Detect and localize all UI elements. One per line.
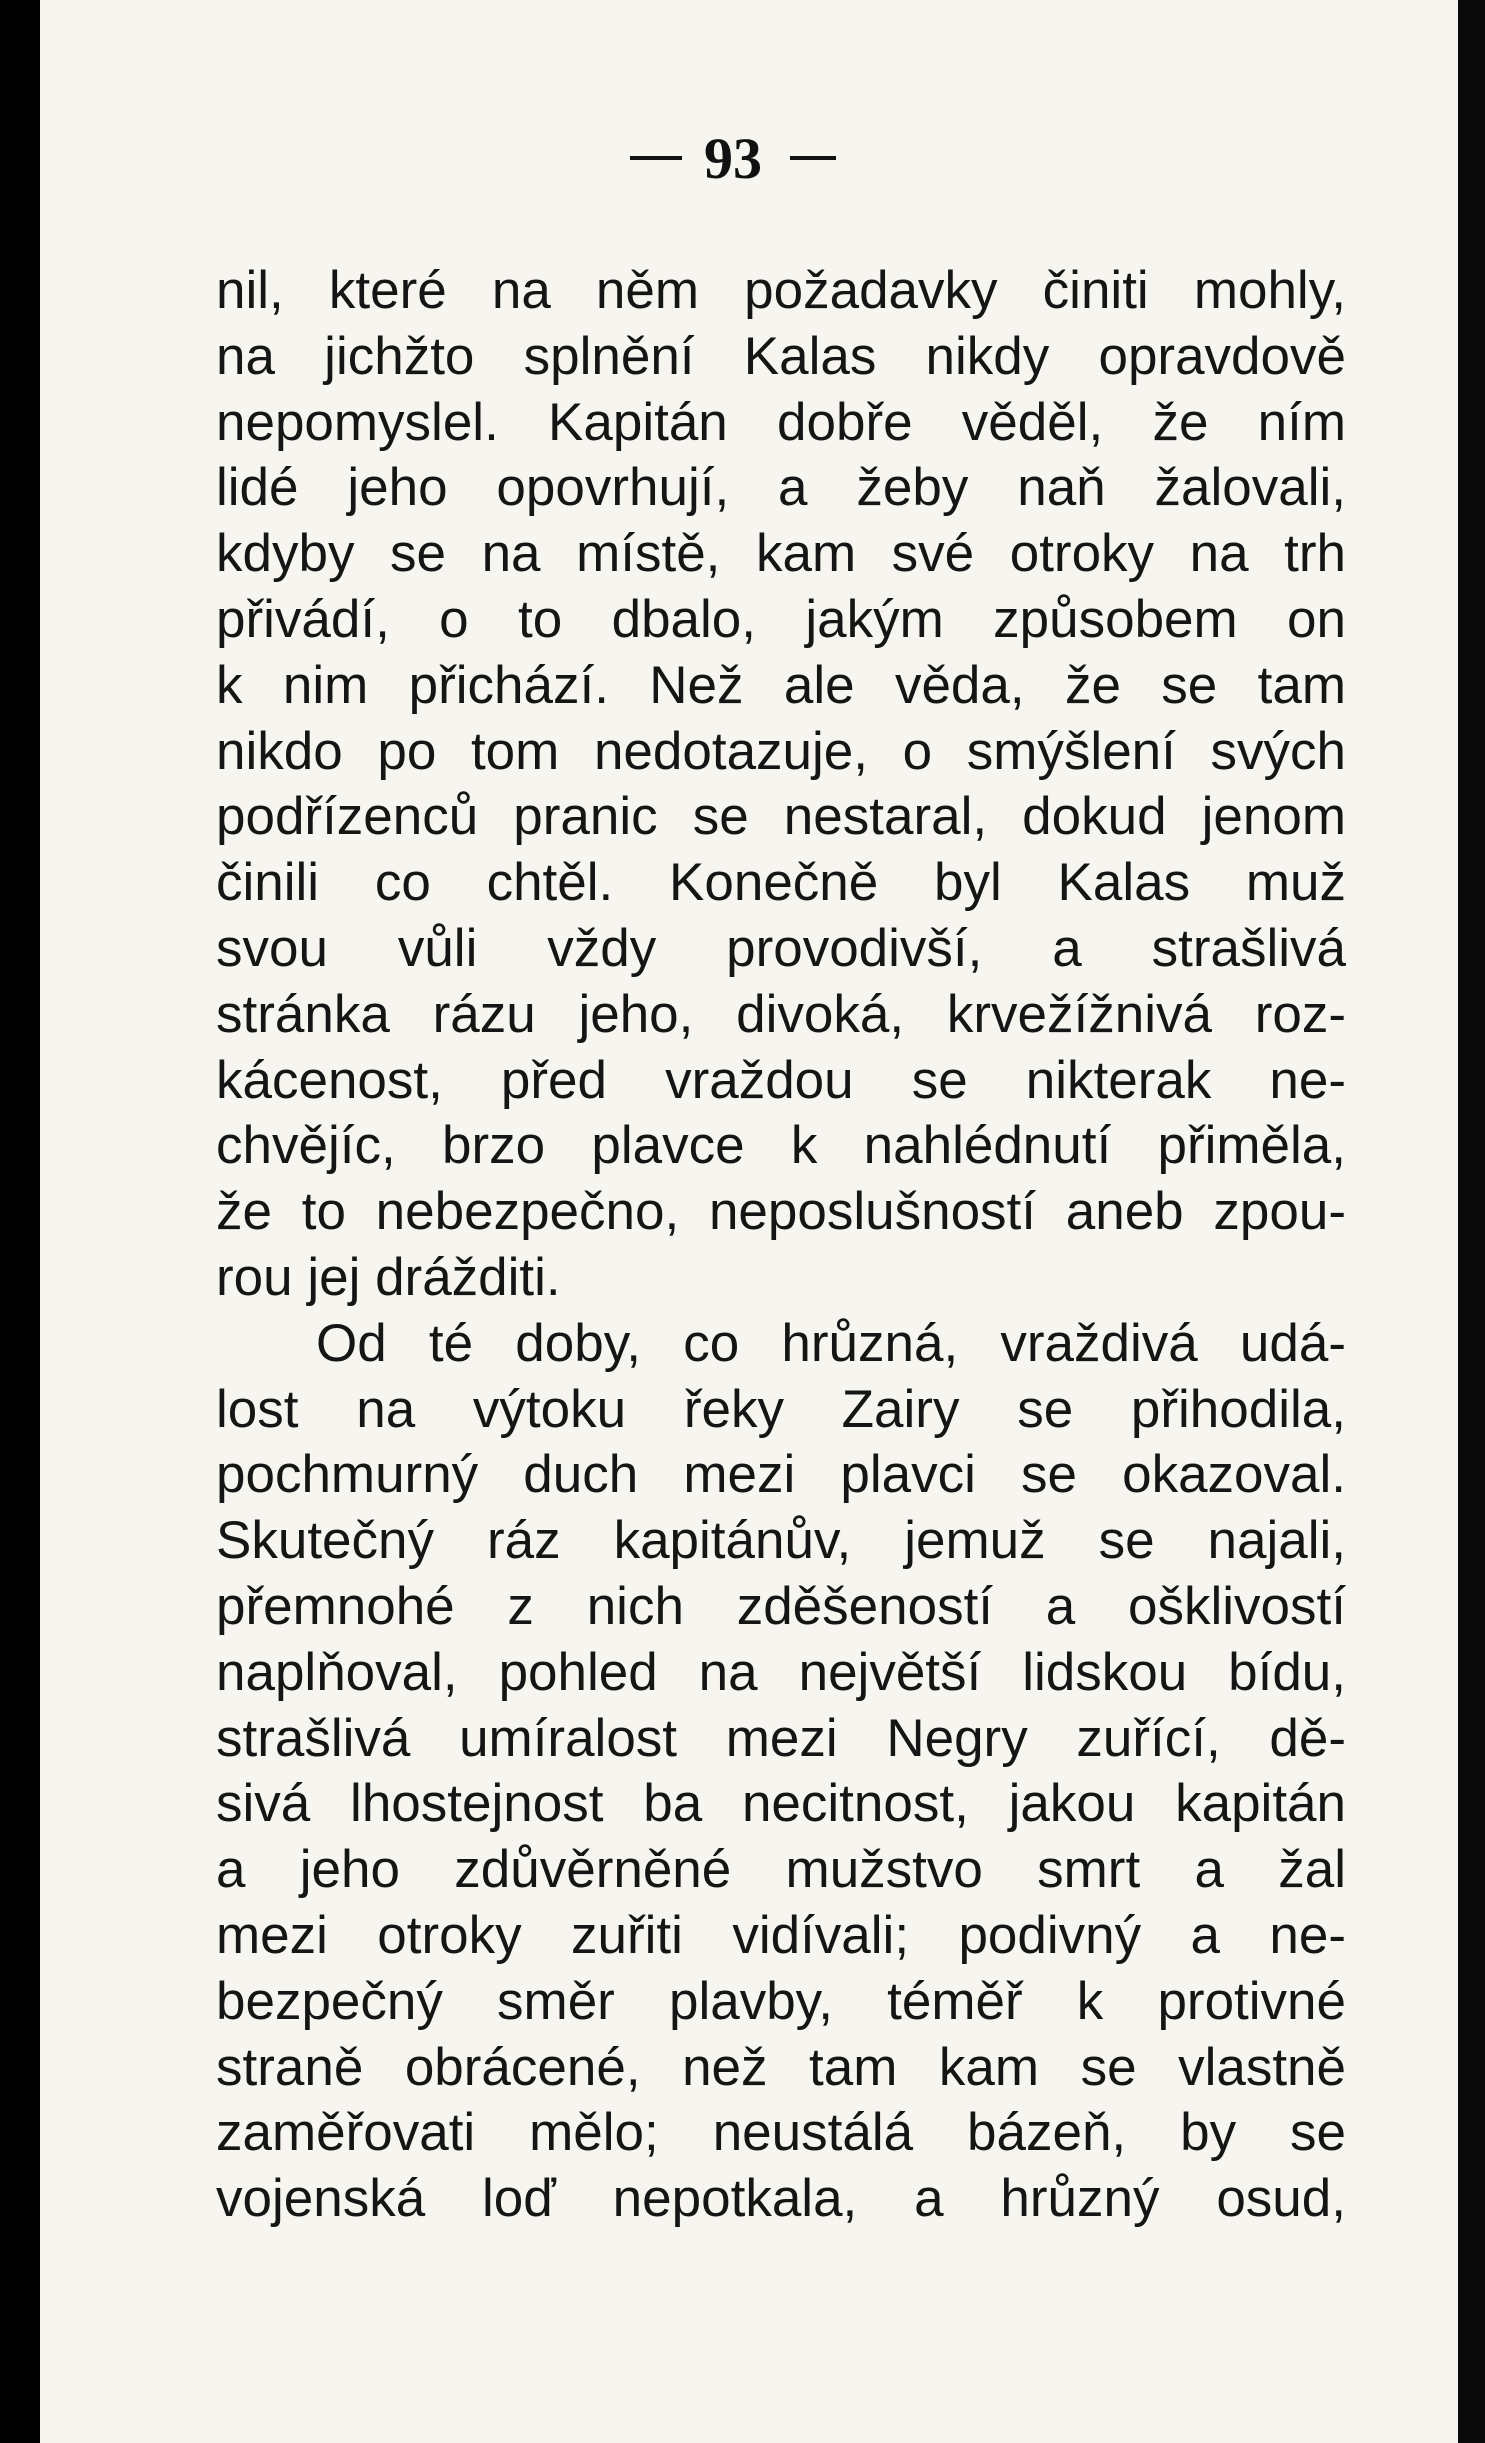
text-line: lost na výtoku řeky Zairy se přihodila,	[216, 1379, 1346, 1439]
body-text	[216, 258, 1346, 2232]
text-line: nepomyslel. Kapitán dobře věděl, že ním	[216, 392, 1346, 452]
header-dash-right	[790, 156, 836, 160]
text-line: na jichžto splnění Kalas nikdy opravdově	[216, 326, 1346, 386]
text-line: bezpečný směr plavby, téměř k protivné	[216, 1971, 1346, 2031]
text-line: rou jej drážditi.	[216, 1247, 561, 1307]
text-line: naplňoval, pohled na největší lidskou bídu,	[216, 1642, 1346, 1702]
text-line: nikdo po tom nedotazuje, o smýšlení svých	[216, 721, 1346, 781]
text-line: činili co chtěl. Konečně byl Kalas muž	[216, 853, 1346, 913]
text-line: kácenost, před vraždou se nikterak ne-	[216, 1050, 1346, 1110]
text-line: vojenská loď nepotkala, a hrůzný osud,	[216, 2169, 1346, 2229]
text-line: k nim přichází. Než ale věda, že se tam	[216, 655, 1346, 715]
page-edge-shadow	[1458, 0, 1485, 2443]
text-line: straně obrácené, než tam kam se vlastně	[216, 2037, 1346, 2097]
text-line: Od té doby, co hrůzná, vraždivá udá-	[316, 1313, 1346, 1373]
text-line: strašlivá umíralost mezi Negry zuřící, dě-	[216, 1708, 1346, 1768]
header-dash-left	[630, 156, 682, 160]
page-header	[630, 118, 930, 198]
text-line: stránka rázu jeho, divoká, krvežížnivá roz-	[216, 984, 1346, 1044]
text-line: svou vůli vždy provodivší, a strašlivá	[216, 918, 1346, 978]
page-number: 93	[704, 125, 762, 191]
text-line: nil, které na něm požadavky činiti mohly,	[216, 261, 1346, 320]
text-line: lidé jeho opovrhují, a žeby naň žalovali,	[216, 458, 1346, 518]
text-line: kdyby se na místě, kam své otroky na trh	[216, 524, 1346, 584]
text-line: podřízenců pranic se nestaral, dokud jenom	[216, 787, 1346, 847]
text-line: chvějíc, brzo plavce k nahlédnutí přiměla,	[216, 1116, 1346, 1176]
text-line: pochmurný duch mezi plavci se okazoval.	[216, 1445, 1346, 1505]
text-line: Skutečný ráz kapitánův, jemuž se najali,	[216, 1511, 1346, 1571]
text-line: že to nebezpečno, neposlušností aneb zpou-	[216, 1182, 1346, 1242]
text-line: zaměřovati mělo; neustálá bázeň, by se	[216, 2103, 1346, 2163]
text-line: přemnohé z nich zděšeností a ošklivostí	[216, 1576, 1346, 1636]
text-line: mezi otroky zuřiti vidívali; podivný a ne-	[216, 1905, 1346, 1965]
text-line: a jeho zdůvěrněné mužstvo smrt a žal	[216, 1840, 1346, 1900]
text-line: sivá lhostejnost ba necitnost, jakou kapitán	[216, 1774, 1346, 1834]
text-line: přivádí, o to dbalo, jakým způsobem on	[216, 589, 1346, 649]
